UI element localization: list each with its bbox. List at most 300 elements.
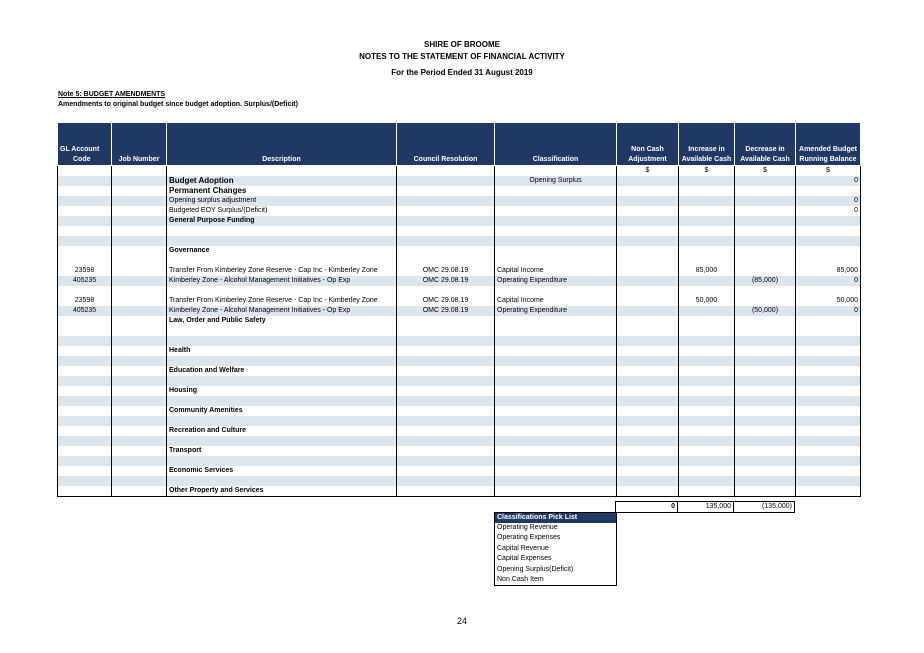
currency-symbol: $ [735,166,796,177]
cell-amended-budget [796,336,861,346]
cell-description: Transfer From Kimberley Zone Reserve - Cap Inc - Kimberley Zone [167,296,397,306]
cell-description: Housing [167,386,397,396]
cell-non-cash [617,316,679,326]
cell-job-number [112,346,167,356]
col-amended-budget: Amended Budget Running Balance [796,123,861,166]
cell-description: Recreation and Culture [167,426,397,436]
cell-description: Budget Adoption [167,176,397,186]
cell-council-resolution: OMC 29.08.19 [397,276,495,286]
cell-classification [495,406,617,416]
cell-classification [495,246,617,256]
col-decrease: Decrease in Available Cash [735,123,796,166]
cell-non-cash [617,296,679,306]
cell-non-cash [617,466,679,476]
cell-council-resolution [397,406,495,416]
cell-amended-budget [796,416,861,426]
cell-amended-budget [796,406,861,416]
cell-classification: Operating Expenditure [495,306,617,316]
cell-non-cash [617,416,679,426]
header-row [58,123,861,166]
cell-job-number [112,306,167,316]
cell-gl-code [58,416,112,426]
cell-description [167,436,397,446]
cell-gl-code [58,406,112,416]
currency-symbol: $ [796,166,861,177]
cell-increase: 50,000 [679,296,735,306]
cell-amended-budget [796,226,861,236]
cell-amended-budget: 0 [796,196,861,206]
cell-classification [495,346,617,356]
cell-description: Other Property and Services [167,486,397,497]
cell-increase [679,476,735,486]
total-amended [795,502,860,513]
table-row [58,176,861,186]
table-row [58,326,861,336]
cell-amended-budget [796,216,861,226]
cell-description [167,286,397,296]
table-row [58,436,861,446]
cell-increase [679,246,735,256]
table-row [58,196,861,206]
cell-increase [679,456,735,466]
cell-description [167,336,397,346]
table-row [58,446,861,456]
cell-classification [495,456,617,466]
cell-non-cash [617,246,679,256]
cell-decrease [735,266,796,276]
cell-job-number [112,176,167,186]
cell-council-resolution [397,316,495,326]
cell-decrease [735,426,796,436]
cell-classification [495,416,617,426]
cell-decrease [735,326,796,336]
cell-job-number [112,486,167,497]
cell-job-number [112,206,167,216]
cell-council-resolution [397,256,495,266]
table-row [58,336,861,346]
table-row [58,226,861,236]
cell-amended-budget [796,186,861,196]
cell-decrease [735,196,796,206]
cell-council-resolution [397,456,495,466]
totals-row [615,501,860,513]
pick-list-item: Non Cash Item [497,575,544,583]
cell-council-resolution [397,226,495,236]
cell-decrease [735,406,796,416]
cell-council-resolution [397,336,495,346]
table-row [58,266,861,276]
col-description: Description [167,123,397,166]
cell-description [167,476,397,486]
cell-increase [679,486,735,497]
cell-gl-code [58,436,112,446]
currency-row [58,166,861,177]
table-row [58,456,861,466]
cell-non-cash [617,376,679,386]
cell-gl-code: 23598 [58,296,112,306]
cell-decrease [735,456,796,466]
cell-increase [679,396,735,406]
cell-non-cash [617,436,679,446]
cell-decrease [735,436,796,446]
cell-description [167,396,397,406]
cell-increase [679,416,735,426]
cell-gl-code [58,286,112,296]
cell-decrease: (85,000) [735,276,796,286]
cell-decrease [735,376,796,386]
cell-amended-budget [796,446,861,456]
cell-non-cash [617,226,679,236]
cell-increase [679,356,735,366]
cell-classification [495,386,617,396]
cell-council-resolution [397,176,495,186]
cell-gl-code [58,256,112,266]
cell-increase: 85,000 [679,266,735,276]
cell-description [167,376,397,386]
cell-job-number [112,266,167,276]
cell-non-cash [617,446,679,456]
table-row [58,346,861,356]
cell-description: Community Amenities [167,406,397,416]
table-row [58,286,861,296]
col-gl-account: GL Account Code [58,123,112,166]
table-row [58,186,861,196]
cell-council-resolution [397,366,495,376]
cell-council-resolution [397,486,495,497]
org-name: SHIRE OF BROOME [423,40,500,49]
cell-description: Governance [167,246,397,256]
cell-non-cash [617,236,679,246]
cell-gl-code [58,456,112,466]
cell-decrease [735,246,796,256]
page-number: 24 [456,616,467,626]
cell-non-cash [617,356,679,366]
table-row [58,486,861,497]
cell-non-cash [617,306,679,316]
cell-decrease [735,176,796,186]
cell-non-cash [617,476,679,486]
cell-non-cash [617,486,679,497]
cell-gl-code [58,176,112,186]
cell-description [167,256,397,266]
table-row [58,366,861,376]
cell-non-cash [617,426,679,436]
cell-job-number [112,326,167,336]
cell-amended-budget [796,466,861,476]
cell-increase [679,306,735,316]
cell-gl-code [58,346,112,356]
cell-job-number [112,366,167,376]
cell-amended-budget [796,486,861,497]
cell-gl-code [58,316,112,326]
currency-symbol: $ [617,166,679,177]
cell-classification [495,466,617,476]
cell-job-number [112,336,167,346]
cell-decrease [735,366,796,376]
cell-increase [679,376,735,386]
cell-decrease [735,296,796,306]
report-title: NOTES TO THE STATEMENT OF FINANCIAL ACTIVITY [359,52,565,61]
note-subtitle: Amendments to original budget since budget adoption. Surplus/(Deficit) [58,101,298,108]
cell-increase [679,216,735,226]
cell-classification [495,236,617,246]
cell-job-number [112,476,167,486]
cell-job-number [112,276,167,286]
cell-non-cash [617,396,679,406]
cell-classification [495,486,617,497]
cell-decrease [735,256,796,266]
cell-job-number [112,226,167,236]
col-job-number: Job Number [112,123,167,166]
table-row [58,206,861,216]
cell-classification [495,186,617,196]
cell-decrease [735,286,796,296]
currency-symbol: $ [679,166,735,177]
cell-non-cash [617,386,679,396]
table-row [58,316,861,326]
cell-description [167,226,397,236]
pick-list-item: Operating Expenses [497,534,561,542]
cell-amended-budget: 0 [796,206,861,216]
cell-amended-budget [796,286,861,296]
cell-council-resolution [397,246,495,256]
table-row [58,386,861,396]
cell-classification [495,336,617,346]
table-row [58,426,861,436]
cell-gl-code [58,476,112,486]
cell-council-resolution: OMC 29.08.19 [397,266,495,276]
cell-council-resolution [397,426,495,436]
table-row [58,466,861,476]
cell-job-number [112,216,167,226]
cell-non-cash [617,366,679,376]
cell-non-cash [617,176,679,186]
cell-classification [495,376,617,386]
cell-council-resolution [397,206,495,216]
cell-increase [679,466,735,476]
cell-classification [495,206,617,216]
pick-list-item: Capital Revenue [497,544,549,552]
cell-non-cash [617,266,679,276]
cell-council-resolution [397,216,495,226]
cell-job-number [112,396,167,406]
cell-classification [495,476,617,486]
cell-decrease [735,336,796,346]
cell-council-resolution [397,376,495,386]
cell-decrease [735,316,796,326]
cell-amended-budget [796,436,861,446]
cell-amended-budget [796,256,861,266]
cell-job-number [112,196,167,206]
table-row [58,406,861,416]
pick-list-item: Capital Expenses [497,555,552,563]
table-row [58,256,861,266]
cell-gl-code [58,186,112,196]
col-classification: Classification [495,123,617,166]
col-increase: Increase in Available Cash [679,123,735,166]
cell-decrease [735,476,796,486]
cell-amended-budget: 0 [796,276,861,286]
cell-gl-code [58,226,112,236]
cell-gl-code [58,486,112,497]
cell-classification [495,366,617,376]
cell-increase [679,256,735,266]
cell-gl-code: 405235 [58,306,112,316]
cell-job-number [112,446,167,456]
cell-gl-code [58,466,112,476]
cell-council-resolution [397,386,495,396]
cell-description [167,326,397,336]
table-row [58,476,861,486]
cell-council-resolution: OMC 29.08.19 [397,306,495,316]
cell-description: Opening surplus adjustment [167,196,397,206]
table-row [58,376,861,386]
cell-decrease [735,216,796,226]
cell-increase [679,236,735,246]
cell-classification [495,216,617,226]
cell-job-number [112,436,167,446]
cell-classification: Opening Surplus [495,176,617,186]
total-non-cash: 0 [616,502,678,513]
pick-list-item: Opening Surplus(Deficit) [497,565,574,573]
cell-amended-budget [796,386,861,396]
cell-decrease [735,396,796,406]
cell-decrease [735,186,796,196]
cell-council-resolution [397,346,495,356]
col-non-cash: Non Cash Adjustment [617,123,679,166]
cell-job-number [112,466,167,476]
cell-amended-budget: 0 [796,176,861,186]
cell-description: General Purpose Funding [167,216,397,226]
cell-description [167,416,397,426]
cell-gl-code: 23598 [58,266,112,276]
cell-council-resolution [397,186,495,196]
budget-amendments-table [57,122,861,497]
table-row [58,356,861,366]
cell-amended-budget [796,456,861,466]
table-row [58,236,861,246]
cell-amended-budget [796,326,861,336]
cell-amended-budget: 85,000 [796,266,861,276]
cell-increase [679,186,735,196]
cell-increase [679,326,735,336]
cell-decrease [735,416,796,426]
cell-job-number [112,406,167,416]
cell-non-cash [617,286,679,296]
cell-job-number [112,426,167,436]
cell-decrease [735,386,796,396]
cell-description: Kimberley Zone - Alcohol Management Initiatives - Op Exp [167,306,397,316]
cell-amended-budget [796,356,861,366]
cell-gl-code [58,376,112,386]
cell-increase [679,346,735,356]
cell-job-number [112,236,167,246]
cell-non-cash [617,196,679,206]
cell-job-number [112,316,167,326]
cell-job-number [112,296,167,306]
cell-classification [495,396,617,406]
col-council-resolution: Council Resolution [397,123,495,166]
cell-description [167,356,397,366]
cell-increase [679,226,735,236]
cell-description: Economic Services [167,466,397,476]
cell-gl-code [58,216,112,226]
cell-classification [495,196,617,206]
cell-increase [679,386,735,396]
cell-gl-code [58,366,112,376]
cell-council-resolution [397,326,495,336]
table-row [58,246,861,256]
cell-non-cash [617,276,679,286]
cell-amended-budget [796,476,861,486]
cell-gl-code [58,426,112,436]
cell-classification [495,286,617,296]
cell-gl-code [58,206,112,216]
cell-job-number [112,286,167,296]
cell-gl-code [58,326,112,336]
cell-classification [495,436,617,446]
pick-list-title: Classifications Pick List [495,513,616,523]
cell-description: Health [167,346,397,356]
cell-job-number [112,246,167,256]
cell-job-number [112,456,167,466]
cell-amended-budget [796,376,861,386]
cell-decrease [735,466,796,476]
cell-classification: Operating Expenditure [495,276,617,286]
table-row [58,216,861,226]
cell-gl-code [58,386,112,396]
cell-classification [495,256,617,266]
cell-decrease [735,486,796,497]
cell-gl-code: 405235 [58,276,112,286]
cell-council-resolution [397,446,495,456]
table-row [58,276,861,286]
cell-council-resolution [397,196,495,206]
cell-amended-budget [796,316,861,326]
note-title: Note 5: BUDGET AMENDMENTS [58,91,166,98]
cell-description: Permanent Changes [167,186,397,196]
cell-council-resolution [397,396,495,406]
cell-decrease: (50,000) [735,306,796,316]
cell-council-resolution [397,356,495,366]
cell-description: Kimberley Zone - Alcohol Management Initiatives - Op Exp [167,276,397,286]
cell-decrease [735,226,796,236]
cell-amended-budget [796,396,861,406]
cell-classification [495,356,617,366]
cell-decrease [735,356,796,366]
cell-increase [679,206,735,216]
pick-list-item: Operating Revenue [497,524,558,531]
cell-job-number [112,356,167,366]
total-decrease: (135,000) [734,502,795,513]
cell-job-number [112,416,167,426]
cell-amended-budget [796,366,861,376]
cell-classification [495,326,617,336]
cell-non-cash [617,216,679,226]
cell-gl-code [58,236,112,246]
cell-description: Law, Order and Public Safety [167,316,397,326]
cell-classification: Capital Income [495,296,617,306]
cell-increase [679,406,735,416]
cell-job-number [112,376,167,386]
cell-non-cash [617,406,679,416]
classifications-pick-list [494,512,617,586]
cell-classification [495,226,617,236]
cell-classification [495,426,617,436]
cell-gl-code [58,356,112,366]
cell-amended-budget [796,236,861,246]
cell-gl-code [58,196,112,206]
